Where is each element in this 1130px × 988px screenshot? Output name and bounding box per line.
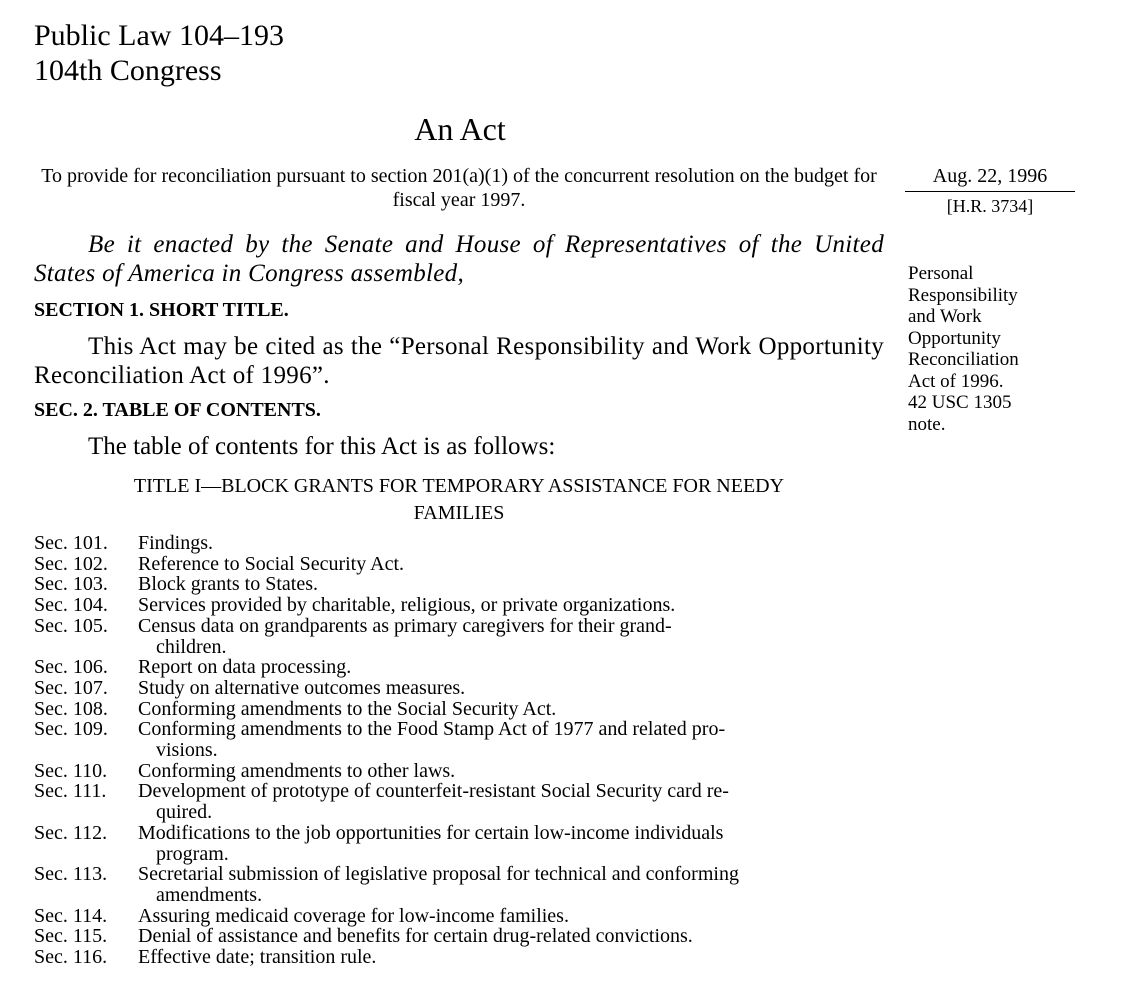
margin-note [908,263,1108,435]
toc-section-title: Block grants to States. [138,573,318,596]
toc-section-number: Sec. 106. [34,656,108,679]
toc-section-title: Findings. [138,532,214,554]
toc-section-title: Conforming amendments to the Food Stamp Act of 1977 and related pro- visions. [138,718,726,762]
toc-section-title: Conforming amendments to other laws. [138,759,456,782]
toc-entry [34,719,882,760]
toc-entry [34,595,882,616]
toc-section-title: Reference to Social Security Act. [138,552,405,575]
toc-section-number: Sec. 107. [34,676,108,699]
section-2-heading: SEC. 2. TABLE OF CONTENTS. [34,399,321,421]
toc-entry [34,616,882,657]
margin-note-line: 42 USC 1305 [908,392,1012,413]
toc-section-number: Sec. 115. [34,925,108,948]
toc-section-number: Sec. 101. [34,532,108,554]
toc-section-title: Study on alternative outcomes measures. [138,676,466,699]
margin-note-line: Opportunity [908,327,1001,349]
toc-section-number: Sec. 114. [34,904,108,927]
act-purpose: To provide for reconciliation pursuant to section 201(a)(1) of the concurrent resolution on the budget for fiscal year 1997. [41,165,877,211]
law-header [34,18,284,88]
margin-note-line: note. [908,413,946,435]
toc-section-number: Sec. 113. [34,863,108,886]
toc-entry [34,947,882,968]
toc-section-number: Sec. 103. [34,573,108,596]
toc-section-title: Report on data processing. [138,656,352,679]
enacting-clause: Be it enacted by the Senate and House of Representatives of the United States of America in Congress assembled, [34,231,884,287]
toc-section-number: Sec. 116. [34,946,108,969]
toc-section-title: Census data on grandparents as primary caregivers for their grand- children. [138,614,672,658]
toc-section-title: Assuring medicaid coverage for low-income families. [138,904,569,927]
toc-section-title: Secretarial submission of legislative proposal for technical and conforming amendments. [138,863,739,906]
toc-section-title: Effective date; transition rule. [138,946,377,969]
enactment-sidebar [905,164,1075,218]
toc-entry [34,678,882,699]
toc-section-title: Denial of assistance and benefits for certain drug-related convictions. [138,925,693,948]
enactment-date: Aug. 22, 1996 [905,164,1075,192]
toc-section-title: Conforming amendments to the Social Security Act. [138,697,557,720]
title-1-heading-line: TITLE I—BLOCK GRANTS FOR TEMPORARY ASSISTANCE FOR NEEDY [133,475,785,497]
toc-section-title: Modifications to the job opportunities for certain low-income individuals program. [138,821,724,865]
act-title: An Act [414,111,506,147]
toc-entry [34,906,882,927]
toc-entry [34,781,882,822]
bill-number: [H.R. 3734] [946,196,1034,216]
toc-section-number: Sec. 109. [34,718,108,741]
toc-entry [34,864,882,905]
margin-note-line: Reconciliation [908,349,1019,370]
toc-section-number: Sec. 102. [34,552,108,575]
congress-number: 104th Congress [34,54,222,87]
toc-entry [34,926,882,947]
title-1-heading-line: FAMILIES [413,502,505,524]
toc-entry [34,657,882,678]
public-law-number: Public Law 104–193 [34,19,284,52]
margin-note-line: Responsibility [908,284,1018,306]
toc-entry [34,533,882,554]
toc-section-number: Sec. 110. [34,759,108,782]
toc-section-number: Sec. 112. [34,821,108,844]
toc-entry [34,823,882,864]
toc-section-number: Sec. 105. [34,614,108,637]
section-2-text: The table of contents for this Act is as follows: [88,433,556,460]
margin-note-line: Personal [908,263,974,284]
toc-section-number: Sec. 104. [34,594,108,617]
toc-section-number: Sec. 108. [34,697,108,720]
title-1-heading [34,473,884,527]
section-1-heading: SECTION 1. SHORT TITLE. [34,299,289,321]
toc-section-title: Development of prototype of counterfeit-resistant Social Security card re- quired. [138,780,729,824]
toc-entry [34,699,882,720]
margin-note-line: Act of 1996. [908,370,1004,392]
toc-entry [34,554,882,575]
section-1-text: This Act may be cited as the “Personal Responsibility and Work Opportunity Reconciliation Act of 1996”. [34,333,884,389]
margin-note-line: and Work [908,306,982,327]
toc-section-title: Services provided by charitable, religious, or private organizations. [138,594,676,617]
toc-entry [34,574,882,595]
table-of-contents [34,533,882,968]
toc-section-number: Sec. 111. [34,780,107,803]
toc-entry [34,761,882,782]
